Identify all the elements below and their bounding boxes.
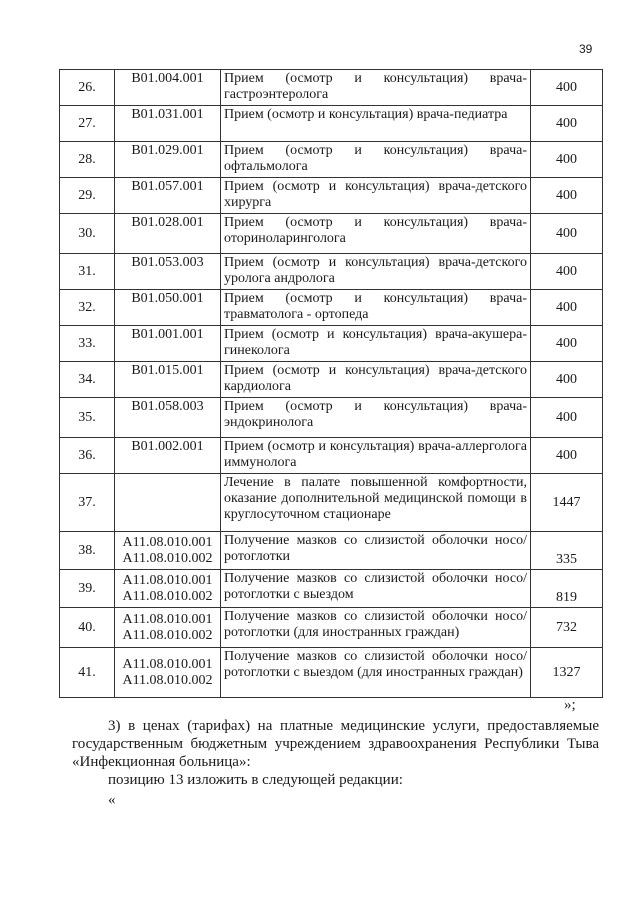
table-row bbox=[60, 254, 603, 290]
row-number: 30. bbox=[60, 214, 115, 254]
service-code-line: A11.08.010.001 bbox=[122, 534, 213, 550]
table-row bbox=[60, 648, 603, 698]
row-number: 29. bbox=[60, 178, 115, 214]
service-name: Прием (осмотр и консультация) врача-детского кардиолога bbox=[221, 362, 531, 398]
service-code-line: B01.057.001 bbox=[131, 179, 204, 194]
service-code bbox=[115, 648, 221, 698]
table-row bbox=[60, 106, 603, 142]
service-name: Прием (осмотр и консультация) врача-эндокринолога bbox=[221, 398, 531, 438]
service-code-line: A11.08.010.002 bbox=[122, 550, 213, 566]
service-price: 400 bbox=[531, 70, 603, 106]
service-price: 732 bbox=[531, 608, 603, 648]
row-number: 35. bbox=[60, 398, 115, 438]
table-row bbox=[60, 326, 603, 362]
service-name: Прием (осмотр и консультация) врача-травматолога - ортопеда bbox=[221, 290, 531, 326]
service-code-line: B01.002.001 bbox=[131, 439, 204, 454]
service-name: Получение мазков со слизистой оболочки носо/ротоглотки с выездом bbox=[221, 570, 531, 608]
service-code bbox=[115, 178, 221, 214]
service-name: Прием (осмотр и консультация) врача-оториноларинголога bbox=[221, 214, 531, 254]
paragraph-3: 3) в ценах (тарифах) на платные медицинские услуги, предоставляемые государственным бюджетным учреждением здравоохранения Республики Тыва «Инфекционная больница»: bbox=[72, 718, 599, 770]
page-number: 39 bbox=[579, 42, 593, 56]
service-code-line: B01.001.001 bbox=[131, 327, 204, 342]
service-code bbox=[115, 70, 221, 106]
service-code-line: B01.029.001 bbox=[131, 143, 204, 158]
table-row bbox=[60, 142, 603, 178]
service-code-line: A11.08.010.001 bbox=[122, 572, 213, 588]
closing-quote: »; bbox=[564, 697, 576, 713]
price-table-body bbox=[60, 70, 603, 698]
service-code-line: B01.028.001 bbox=[131, 215, 204, 230]
service-code-line: B01.015.001 bbox=[131, 363, 204, 378]
row-number: 41. bbox=[60, 648, 115, 698]
service-price: 335 bbox=[531, 532, 603, 570]
row-number: 37. bbox=[60, 474, 115, 532]
service-name: Получение мазков со слизистой оболочки носо/ротоглотки (для иностранных граждан) bbox=[221, 608, 531, 648]
service-code bbox=[115, 142, 221, 178]
row-number: 39. bbox=[60, 570, 115, 608]
row-number: 36. bbox=[60, 438, 115, 474]
row-number: 38. bbox=[60, 532, 115, 570]
service-code bbox=[115, 254, 221, 290]
service-price: 1327 bbox=[531, 648, 603, 698]
service-price: 400 bbox=[531, 142, 603, 178]
table-row bbox=[60, 362, 603, 398]
service-code-line: B01.004.001 bbox=[131, 71, 204, 86]
service-code bbox=[115, 608, 221, 648]
service-price: 400 bbox=[531, 106, 603, 142]
service-name: Прием (осмотр и консультация) врача-детского уролога андролога bbox=[221, 254, 531, 290]
service-code bbox=[115, 106, 221, 142]
service-price: 1447 bbox=[531, 474, 603, 532]
table-row bbox=[60, 290, 603, 326]
service-code bbox=[115, 438, 221, 474]
row-number: 34. bbox=[60, 362, 115, 398]
service-price: 400 bbox=[531, 254, 603, 290]
service-code bbox=[115, 398, 221, 438]
opening-quote: « bbox=[108, 792, 116, 808]
service-code-line: A11.08.010.002 bbox=[122, 588, 213, 604]
service-price: 400 bbox=[531, 362, 603, 398]
service-price: 819 bbox=[531, 570, 603, 608]
table-row bbox=[60, 474, 603, 532]
paragraph-position: позицию 13 изложить в следующей редакции: bbox=[108, 772, 403, 788]
service-code-line: B01.053.003 bbox=[131, 255, 204, 270]
row-number: 27. bbox=[60, 106, 115, 142]
service-code-line: A11.08.010.001 bbox=[122, 611, 213, 627]
row-number: 40. bbox=[60, 608, 115, 648]
table-row bbox=[60, 398, 603, 438]
table-row bbox=[60, 70, 603, 106]
service-name: Получение мазков со слизистой оболочки носо/ротоглотки с выездом (для иностранных граждан) bbox=[221, 648, 531, 698]
service-price: 400 bbox=[531, 398, 603, 438]
service-name: Лечение в палате повышенной комфортности, оказание дополнительной медицинской помощи в круглосуточном стационаре bbox=[221, 474, 531, 532]
table-row bbox=[60, 608, 603, 648]
service-code-line: A11.08.010.002 bbox=[122, 627, 213, 643]
service-name: Прием (осмотр и консультация) врача-педиатра bbox=[221, 106, 531, 142]
service-code bbox=[115, 362, 221, 398]
service-price: 400 bbox=[531, 290, 603, 326]
service-code bbox=[115, 570, 221, 608]
service-code bbox=[115, 326, 221, 362]
service-name: Прием (осмотр и консультация) врача-акушера-гинеколога bbox=[221, 326, 531, 362]
service-name: Прием (осмотр и консультация) врача-гастроэнтеролога bbox=[221, 70, 531, 106]
service-name: Прием (осмотр и консультация) врача-аллерголога иммунолога bbox=[221, 438, 531, 474]
service-name: Получение мазков со слизистой оболочки носо/ротоглотки bbox=[221, 532, 531, 570]
row-number: 31. bbox=[60, 254, 115, 290]
row-number: 26. bbox=[60, 70, 115, 106]
row-number: 32. bbox=[60, 290, 115, 326]
table-row bbox=[60, 570, 603, 608]
service-code-line: A11.08.010.002 bbox=[122, 672, 213, 688]
price-table bbox=[59, 69, 603, 698]
service-code-line: A11.08.010.001 bbox=[122, 656, 213, 672]
service-code-line: B01.058.003 bbox=[131, 399, 204, 414]
row-number: 28. bbox=[60, 142, 115, 178]
service-code bbox=[115, 474, 221, 532]
service-code-line: B01.050.001 bbox=[131, 291, 204, 306]
service-name: Прием (осмотр и консультация) врача-офтальмолога bbox=[221, 142, 531, 178]
service-price: 400 bbox=[531, 214, 603, 254]
table-row bbox=[60, 438, 603, 474]
table-row bbox=[60, 532, 603, 570]
service-code bbox=[115, 290, 221, 326]
service-code bbox=[115, 532, 221, 570]
service-price: 400 bbox=[531, 178, 603, 214]
row-number: 33. bbox=[60, 326, 115, 362]
service-price: 400 bbox=[531, 438, 603, 474]
service-code bbox=[115, 214, 221, 254]
service-name: Прием (осмотр и консультация) врача-детского хирурга bbox=[221, 178, 531, 214]
table-row bbox=[60, 214, 603, 254]
table-row bbox=[60, 178, 603, 214]
service-code-line: B01.031.001 bbox=[131, 107, 204, 122]
service-price: 400 bbox=[531, 326, 603, 362]
